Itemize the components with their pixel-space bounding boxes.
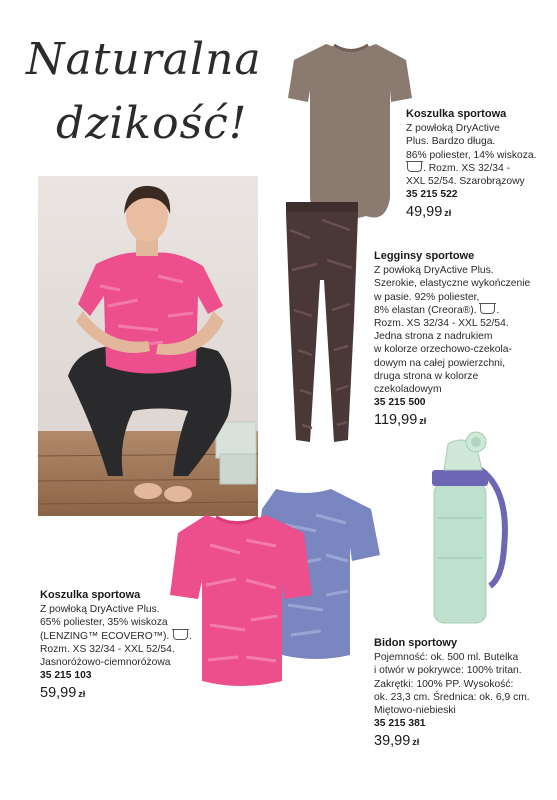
product-water-bottle xyxy=(374,637,554,750)
product-line: Jedna strona z nadrukiem xyxy=(374,331,493,343)
product-taupe-tshirt: Koszulka sportowa Z powłoką DryActive Plus. Bardzo długa. 86% poliester, 14% wiskoza. . Rozm. XS 32/34 - XXL 52/54. Szarobrązowy 35 215 522 49,99 zł xyxy=(406,108,556,221)
product-line: 8% elastan (Creora®). xyxy=(374,304,477,316)
product-price xyxy=(40,687,210,701)
product-line: Rozm. XS 32/34 - XXL 52/54. xyxy=(374,318,509,330)
product-pink-tshirt: Koszulka sportowa Z powłoką DryActive Plus. 65% poliester, 35% wiskoza (LENZING™ ECOVERO™). . Rozm. XS 32/34 - XXL 52/54. Jasnoróżowo-ciemnoróżowa 35 215 103 59,99 zł xyxy=(40,589,210,702)
price-currency: zł xyxy=(444,208,452,219)
product-title: Legginsy sportowe xyxy=(374,250,475,262)
product-code: 35 215 103 xyxy=(40,670,92,682)
product-title: Koszulka sportowa xyxy=(406,108,507,120)
product-line: Z powłoką DryActive Plus. xyxy=(40,604,160,616)
product-line: Rozm. XS 32/34 - xyxy=(428,162,510,174)
product-line: Jasnoróżowo-ciemnoróżowa xyxy=(40,657,171,669)
product-line: Miętowo-niebieski xyxy=(374,705,456,717)
product-code: 35 215 381 xyxy=(374,718,426,730)
product-line: Z powłoką DryActive xyxy=(406,123,500,135)
product-line: Plus. Bardzo długa. xyxy=(406,136,496,148)
leggings-image xyxy=(282,200,362,450)
product-line: w pasie. 92% poliester, xyxy=(374,291,480,303)
product-code: 35 215 522 xyxy=(406,189,458,201)
price-value: 59,99 xyxy=(40,685,77,702)
product-line: czekoladowym xyxy=(374,384,442,396)
model-photo xyxy=(38,176,258,516)
product-code: 35 215 500 xyxy=(374,397,426,409)
wash-tub-icon xyxy=(173,630,188,640)
product-line: ok. 23,3 cm. Średnica: ok. 6,9 cm. xyxy=(374,691,530,703)
product-line: Zakrętki: 100% PP. Wysokość: xyxy=(374,678,514,690)
product-price xyxy=(374,735,554,749)
price-value: 49,99 xyxy=(406,204,443,221)
product-line: dowym na całej powierzchni, xyxy=(374,357,506,369)
product-line: (LENZING™ ECOVERO™). xyxy=(40,630,170,642)
wash-tub-icon xyxy=(407,162,422,172)
product-line: i otwór w pokrywce: 100% tritan. xyxy=(374,665,522,677)
headline-line2: dzikość! xyxy=(56,98,248,149)
product-line: Z powłoką DryActive Plus. xyxy=(374,265,494,277)
product-line: XXL 52/54. Szarobrązowy xyxy=(406,176,525,188)
product-line: 65% poliester, 35% wiskoza xyxy=(40,617,168,629)
price-currency: zł xyxy=(419,416,427,427)
product-line: Pojemność: ok. 500 ml. Butelka xyxy=(374,652,519,664)
product-line: w kolorze orzechowo-czekola- xyxy=(374,344,512,356)
product-line: Szerokie, elastyczne wykończenie xyxy=(374,278,531,290)
product-line: 86% poliester, 14% wiskoza. xyxy=(406,149,537,161)
product-price xyxy=(406,206,556,220)
product-title: Bidon sportowy xyxy=(374,637,458,649)
headline xyxy=(26,28,266,156)
wash-tub-icon xyxy=(480,304,495,314)
headline-line1: Naturalna xyxy=(26,34,262,85)
product-line: druga strona w kolorze xyxy=(374,370,479,382)
price-value: 119,99 xyxy=(374,412,418,429)
product-title: Koszulka sportowa xyxy=(40,589,141,601)
product-price xyxy=(374,414,554,428)
water-bottle-image xyxy=(424,428,524,633)
price-currency: zł xyxy=(412,737,420,748)
price-currency: zł xyxy=(78,689,86,700)
price-value: 39,99 xyxy=(374,733,411,750)
product-leggings: Legginsy sportowe Z powłoką DryActive Plus. Szerokie, elastyczne wykończenie w pasie. 92% poliester, 8% elastan (Creora®). . Rozm. XS 32/34 - XXL 52/54. Jedna strona z nadrukiem w kolorze orzechowo-czekola- dowym na całej powierzchni, druga strona w kolorze czekoladowym 35 215 500 119,99 zł xyxy=(374,250,554,429)
product-line: Rozm. XS 32/34 - XXL 52/54. xyxy=(40,643,175,655)
